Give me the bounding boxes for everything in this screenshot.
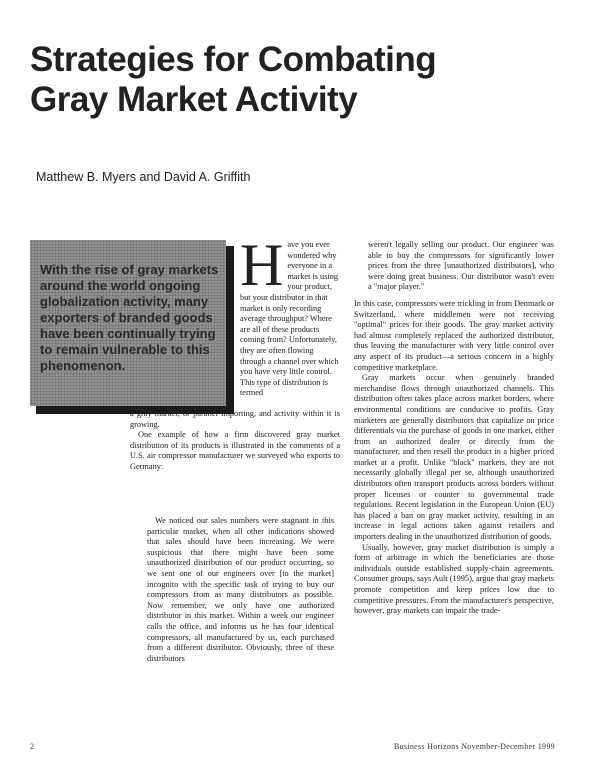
author-byline: Matthew B. Myers and David A. Griffith	[36, 170, 251, 184]
running-footer	[394, 742, 555, 751]
pull-quote-box	[30, 240, 230, 410]
issue-date: November-December 1999	[461, 742, 555, 751]
drop-cap: H	[240, 232, 284, 298]
pull-quote-background	[30, 240, 226, 406]
paragraph: Usually, however, gray market distribution is simply a form of arbitrage in which the beneficiaries are those individuals outside established supply-chain agreements. Consumer groups, says Ault (1995), argue that gray markets promote competition and keep prices low due to competitive pressures. From the manufacturer's perspective, however, gray markets can impair the trade-	[354, 542, 554, 616]
quote-paragraph: We noticed our sales numbers were stagnant in this particular market, when all other indications showed that sales should have been increasing. We were suspicious that there might have been some unauthorized distribution of our product occurring, so we sent one of our engineers over [to the market] incognito with the specific task of trying to buy our compressors from as many distributors as possible. Now remember, we only have one authorized distributor in this market. Within a week our engineer calls the office, and informs us he has four identical compressors, all manufactured by us, each purchased from a different distributor. Obviously, three of these distributors	[147, 516, 334, 663]
quote-continuation: weren't legally selling our product. Our engineer was able to buy the compressors for significantly lower prices from the three [unauthorized distributors], who were doing great business. Our distributor wasn't even a "major player."	[368, 240, 554, 292]
right-column-text	[354, 240, 554, 617]
intro-text: ave you ever wondered why everyone in a market is using your product, but your distributor in that market is only recording average throughput? Where are all of these products coming from? Unfortunately, they are often flowing through a channel over which you have very little control. This type of distribution is termed	[240, 240, 339, 398]
intro-paragraph	[240, 232, 340, 399]
paragraph: Gray markets occur when genuinely branded merchandise flows through unauthorized channels. This distribution often takes place across market borders, where environmental conditions are conducive to profits. Gray marketers are generally distributors that capitalize on price differentials via the purchase of goods in one market, either from an authorized dealer or directly from the manufacturer, and then resell the product in a higher priced market at a profit. Unlike "black" markets, they are not necessarily globally illegal per se, although unauthorized distributors often transport products across borders without proper licenses or counter to governmental trade regulations. Recent legislation in the European Union (EU) has placed a ban on gray market activity, resulting in an increase in legal actions taken against retailers and importers dealing in the unauthorized distribution of goods.	[354, 373, 554, 542]
paragraph: a gray market, or parallel importing, and activity within it is growing.	[130, 409, 340, 429]
article-title	[30, 40, 470, 120]
paragraph: One example of how a firm discovered gray market distribution of its products is illustrated in the comments of a U.S. air compressor manufacturer we surveyed who exports to Germany:	[130, 430, 340, 471]
title-line-2: Gray Market Activity	[30, 80, 358, 119]
paragraph: In this case, compressors were trickling in from Denmark or Switzerland, where middlemen were not receiving "optimal" prices for their goods. The gray market activity had almost completely replaced the authorized distributor, thus leaving the manufacturer with very little control over any aspect of its product—a serious concern in a highly competitive marketplace.	[354, 298, 554, 372]
pull-quote-text: With the rise of gray markets around the world ongoing globalization activity, many exporters of branded goods have been continually trying to remain vulnerable to this phenomenon.	[40, 262, 219, 373]
title-line-1: Strategies for Combating	[30, 40, 437, 79]
journal-name: Business Horizons	[394, 742, 459, 751]
left-column-text	[130, 409, 340, 473]
page-number: 2	[30, 742, 34, 751]
block-quote	[147, 516, 334, 664]
